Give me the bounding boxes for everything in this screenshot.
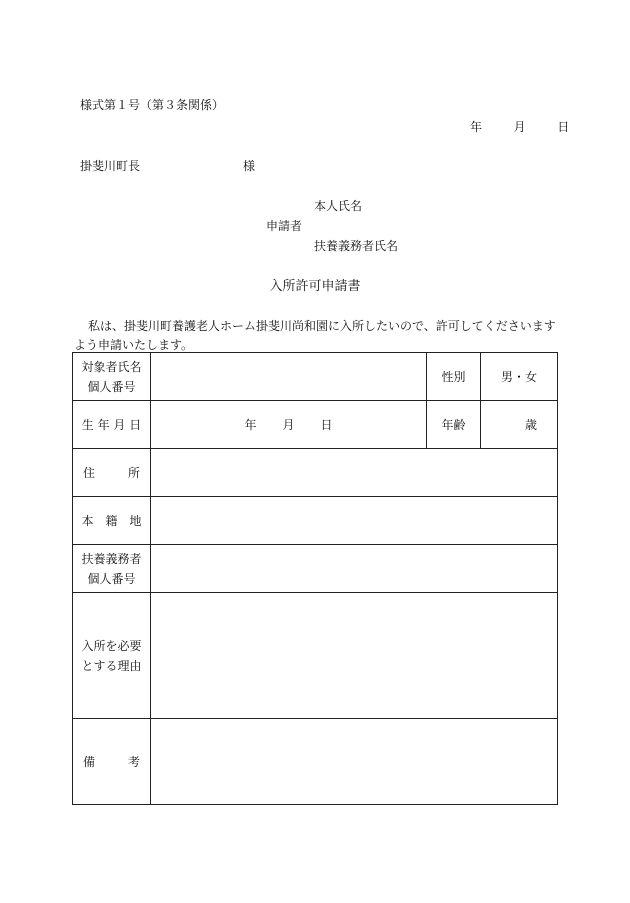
birth-month-label: 月 xyxy=(282,417,295,432)
birth-year-label: 年 xyxy=(244,417,257,432)
body-text-line1: 私は、掛斐川町養護老人ホーム掛斐川尚和園に入所したいので、許可してくださいます xyxy=(88,319,556,333)
remarks-label-char2: 考 xyxy=(127,754,140,769)
date-year-label: 年 xyxy=(470,120,483,134)
age-input[interactable] xyxy=(481,401,558,449)
gender-label: 性別 xyxy=(427,353,481,401)
guardian-id-label: 個人番号 xyxy=(87,571,136,586)
remarks-label-char1: 備 xyxy=(83,754,96,769)
domicile-input[interactable] xyxy=(151,497,558,545)
applicant-label: 申請者 xyxy=(266,219,303,233)
form-number: 様式第１号（第３条関係） xyxy=(80,98,225,112)
document-title: 入所許可申請書 xyxy=(269,279,361,294)
table-row-guardian xyxy=(73,545,558,593)
table-row-subject-name xyxy=(73,353,558,401)
guardian-label-cell xyxy=(73,545,151,593)
remarks-input[interactable] xyxy=(151,719,558,805)
subject-name-label: 対象者氏名 xyxy=(81,359,142,374)
table-row-remarks xyxy=(73,719,558,805)
age-unit: 歳 xyxy=(524,417,537,432)
subject-id-label: 個人番号 xyxy=(87,379,136,394)
application-table xyxy=(72,352,558,805)
birth-date-input[interactable] xyxy=(151,401,427,449)
table-row-birth-date xyxy=(73,401,558,449)
subject-name-label-cell xyxy=(73,353,151,401)
addressee-name: 掛斐川町長 xyxy=(80,159,141,173)
address-input[interactable] xyxy=(151,449,558,497)
domicile-label: 本 籍 地 xyxy=(73,497,151,545)
table-row-reason xyxy=(73,593,558,719)
table-row-domicile xyxy=(73,497,558,545)
guardian-name-label: 扶養義務者氏名 xyxy=(314,239,399,253)
reason-label-line2: とする理由 xyxy=(81,658,142,673)
self-name-label: 本人氏名 xyxy=(314,199,363,213)
reason-label-line1: 入所を必要 xyxy=(81,638,142,653)
date-day-label: 日 xyxy=(557,120,570,134)
birth-date-label: 生 年 月 日 xyxy=(73,401,151,449)
subject-name-input[interactable] xyxy=(151,353,427,401)
addressee-honorific: 様 xyxy=(243,159,256,173)
reason-input[interactable] xyxy=(151,593,558,719)
gender-options[interactable]: 男・女 xyxy=(481,353,558,401)
reason-label-cell xyxy=(73,593,151,719)
body-text-line2: よう申請いたします。 xyxy=(74,338,194,352)
birth-day-label: 日 xyxy=(320,417,333,432)
address-label-char1: 住 xyxy=(83,465,96,480)
date-month-label: 月 xyxy=(513,120,526,134)
address-label-char2: 所 xyxy=(127,465,140,480)
age-label: 年齢 xyxy=(427,401,481,449)
guardian-label: 扶養義務者 xyxy=(81,551,142,566)
address-label-cell xyxy=(73,449,151,497)
table-row-address xyxy=(73,449,558,497)
remarks-label-cell xyxy=(73,719,151,805)
guardian-input[interactable] xyxy=(151,545,558,593)
application-date xyxy=(470,118,569,135)
